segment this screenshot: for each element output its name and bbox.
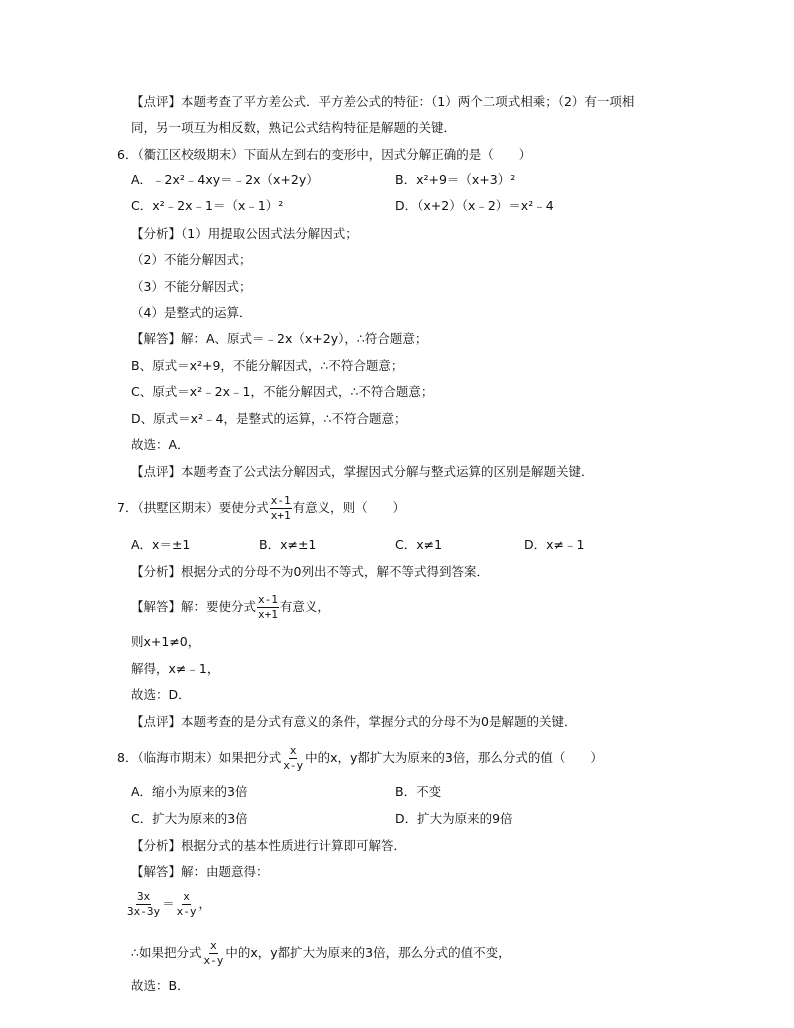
q7-choice: 故选：D．	[131, 687, 191, 702]
q7-solution-prefix: 【解答】解：要使分式	[131, 599, 257, 614]
q7-analysis: 【分析】根据分式的分母不为0列出不等式，解不等式得到答案．	[131, 564, 489, 579]
q7-solution-suffix: 有意义，	[279, 599, 330, 614]
q8-stem-prefix: 8．（临海市期末）如果把分式	[117, 750, 282, 765]
q6-analysis-1: 【分析】（1）用提取公因式法分解因式；	[131, 226, 358, 241]
q7-solution-fraction-numerator: x-1	[258, 593, 278, 606]
q7-stem	[117, 495, 405, 522]
q6-stem: 6．（衢江区校级期末）下面从左到右的变形中，因式分解正确的是（ ）	[117, 147, 532, 162]
q8-eq-rhs-fraction	[176, 891, 198, 918]
q8-fraction-denominator: x-y	[283, 759, 304, 772]
q7-option-c: C．x≠1	[395, 537, 443, 552]
q8-stem	[117, 745, 603, 772]
q8-option-c: C．扩大为原来的3倍	[131, 811, 248, 826]
q7-option-d: D．x≠﹣1	[524, 537, 585, 552]
q8-conclusion-fraction	[202, 940, 224, 967]
q7-solution	[131, 594, 330, 621]
q8-option-a: A．缩小为原来的3倍	[131, 784, 248, 799]
q7-stem-prefix: 7．（拱墅区期末）要使分式	[117, 500, 269, 515]
q8-stem-suffix: 中的x，y都扩大为原来的3倍，那么分式的值（ ）	[305, 750, 603, 765]
q8-fraction-numerator: x	[289, 744, 297, 757]
q8-solution: 【解答】解：由题意得：	[131, 864, 269, 879]
q6-analysis-3: （3）不能分解因式；	[131, 279, 252, 294]
q5-review-line1: 【点评】本题考查了平方差公式．平方差公式的特征：（1）两个二项式相乘；（2）有一项相	[131, 94, 635, 109]
q8-eq-lhs-denominator: 3x-3y	[127, 905, 161, 918]
q6-analysis-4: （4）是整式的运算．	[131, 305, 252, 320]
q8-eq-rhs-numerator: x	[183, 890, 190, 903]
q8-conclusion-prefix: ∴如果把分式	[131, 945, 202, 960]
q6-analysis-2: （2）不能分解因式；	[131, 252, 252, 267]
q7-solution-fraction	[257, 594, 279, 621]
q7-fraction-numerator: x-1	[270, 494, 291, 507]
q8-equation	[125, 891, 211, 918]
q7-fraction-denominator: x+1	[270, 509, 291, 522]
q8-conclusion-fraction-denominator: x-y	[203, 954, 224, 967]
q8-eq-rhs-denominator: x-y	[176, 905, 197, 918]
q8-option-d: D．扩大为原来的9倍	[395, 811, 513, 826]
q6-option-c: C．x²﹣2x﹣1＝（x﹣1）²	[131, 198, 284, 213]
q6-review: 【点评】本题考查了公式法分解因式，掌握因式分解与整式运算的区别是解题关键．	[131, 464, 594, 479]
q6-option-a: A．﹣2x²﹣4xy＝﹣2x（x+2y）	[131, 172, 319, 187]
q8-eq-tail: ，	[198, 896, 212, 911]
q8-conclusion-fraction-numerator: x	[210, 939, 217, 952]
q6-choice: 故选：A．	[131, 437, 190, 452]
q8-fraction	[282, 745, 304, 772]
q7-step-2: 解得，x≠﹣1，	[131, 661, 220, 676]
q8-eq-lhs-numerator: 3x	[136, 890, 151, 903]
q8-eq-lhs-fraction	[126, 891, 161, 918]
q8-eq-sign: ＝	[162, 896, 175, 911]
q6-solution-4: D、原式＝x²﹣4，是整式的运算，∴不符合题意；	[131, 411, 407, 426]
q7-option-b: B．x≠±1	[259, 537, 317, 552]
q7-stem-suffix: 有意义，则（ ）	[292, 500, 406, 515]
q6-solution-3: C、原式＝x²﹣2x﹣1，不能分解因式，∴不符合题意；	[131, 384, 434, 399]
q8-conclusion	[131, 940, 511, 967]
q7-review: 【点评】本题考查的是分式有意义的条件，掌握分式的分母不为0是解题的关键．	[131, 714, 577, 729]
q6-solution-2: B、原式＝x²+9，不能分解因式，∴不符合题意；	[131, 358, 404, 373]
q8-conclusion-suffix: 中的x，y都扩大为原来的3倍，那么分式的值不变，	[225, 945, 511, 960]
q8-choice: 故选：B．	[131, 978, 190, 993]
q8-option-b: B．不变	[395, 784, 442, 799]
q8-analysis: 【分析】根据分式的基本性质进行计算即可解答．	[131, 838, 407, 853]
q6-option-d: D．（x+2）（x﹣2）＝x²﹣4	[395, 198, 554, 213]
q7-solution-fraction-denominator: x+1	[258, 608, 278, 621]
q7-fraction	[270, 495, 292, 522]
q7-step-1: 则x+1≠0，	[131, 634, 201, 649]
q7-option-a: A．x＝±1	[131, 537, 191, 552]
q5-review-line2: 同，另一项互为相反数，熟记公式结构特征是解题的关键．	[131, 120, 457, 135]
q6-option-b: B．x²+9＝（x+3）²	[395, 172, 516, 187]
q6-solution-1: 【解答】解：A、原式＝﹣2x（x+2y），∴符合题意；	[131, 331, 428, 346]
